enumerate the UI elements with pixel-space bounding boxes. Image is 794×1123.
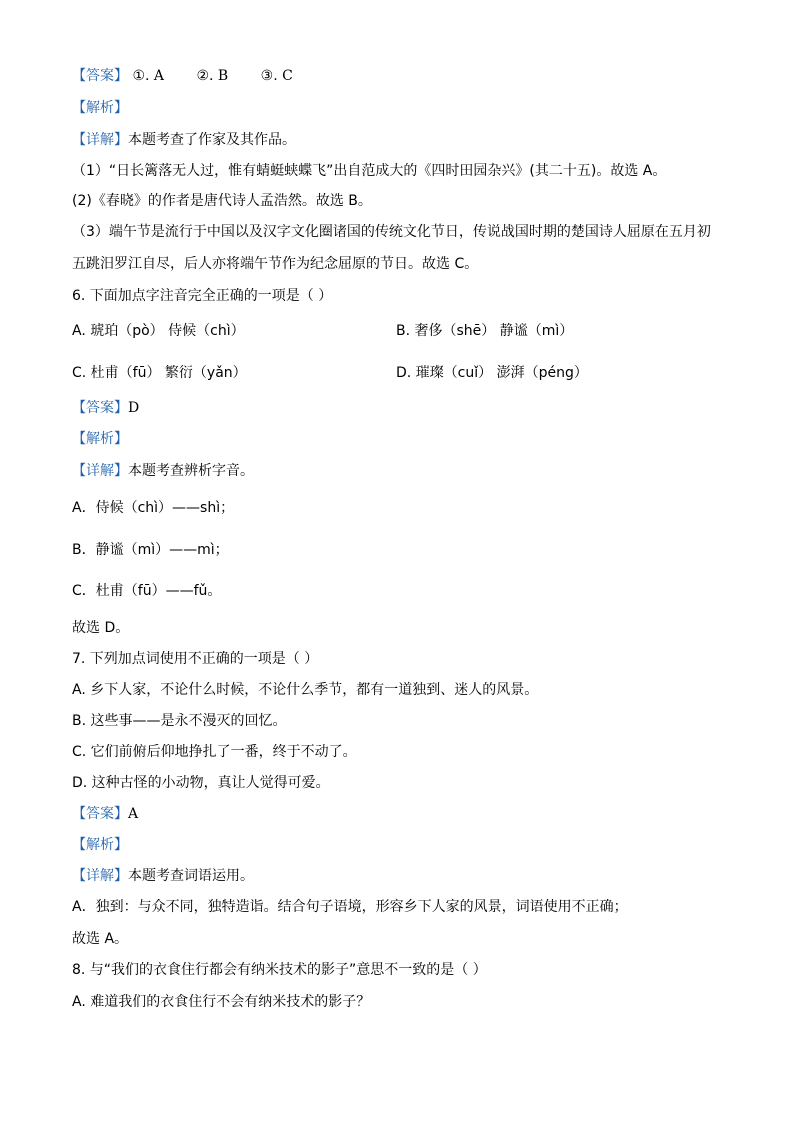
q8-option-a: A. 难道我们的衣食住行不会有纳米技术的影子？: [72, 994, 371, 1010]
q6-answer-line: [72, 398, 139, 418]
answer-tag: 【答案】: [72, 68, 128, 84]
q6-analysis-tag: 【解析】: [72, 431, 128, 447]
q6-line-3: C．杜甫（fū）——fǔ。: [72, 583, 222, 599]
q7-answer: A: [128, 806, 139, 822]
q6-answer: D: [128, 400, 140, 416]
q5-line-1: （1）“日长篱落无人过，惟有蜻蜓蛱蝶飞”出自范成大的《四时田园杂兴》(其二十五)。故选 A。: [72, 163, 667, 179]
q7-option-b: B. 这些事——是永不漫灭的回忆。: [72, 713, 287, 729]
q6-option-c: C. 杜甫（fū） 繁衍（yǎn）: [72, 365, 247, 381]
q7-stem: 7. 下列加点词使用不正确的一项是（ ）: [72, 651, 319, 667]
q5-answer-2: ②. B: [196, 68, 229, 84]
q5-answer-1: ①. A: [132, 68, 165, 84]
q6-line-1: A．侍候（chì）——shì；: [72, 500, 235, 516]
q8-stem: 8. 与“我们的衣食住行都会有纳米技术的影子”意思不一致的是（ ）: [72, 962, 487, 978]
q7-option-a: A. 乡下人家，不论什么时候，不论什么季节，都有一道独到、迷人的风景。: [72, 682, 539, 698]
q7-option-c: C. 它们前俯后仰地挣扎了一番，终于不动了。: [72, 744, 357, 760]
q6-detail-text: 本题考查辨析字音。: [128, 463, 254, 479]
q6-line-4: 故选 D。: [72, 620, 130, 636]
q7-detail-text: 本题考查词语运用。: [128, 868, 254, 884]
q5-line-3: （3）端午节是流行于中国以及汉字文化圈诸国的传统文化节日，传说战国时期的楚国诗人屈原在五月初: [72, 224, 711, 240]
q5-analysis-tag: 【解析】: [72, 100, 128, 116]
q5-line-4: 五跳汨罗江自尽，后人亦将端午节作为纪念屈原的节日。故选 C。: [72, 256, 479, 272]
q5-line-2: (2)《春晓》的作者是唐代诗人孟浩然。故选 B。: [72, 193, 372, 209]
detail-tag: 【详解】: [72, 463, 128, 479]
q6-stem: 6. 下面加点字注音完全正确的一项是（ ）: [72, 288, 333, 304]
q6-detail-line: [72, 461, 254, 481]
answer-tag: 【答案】: [72, 400, 128, 416]
q6-line-2: B．静谧（mì）——mì；: [72, 542, 229, 558]
detail-tag: 【详解】: [72, 132, 128, 148]
q7-detail-line: [72, 866, 254, 886]
answer-tag: 【答案】: [72, 806, 128, 822]
q7-line-2: 故选 A。: [72, 931, 129, 947]
detail-tag: 【详解】: [72, 868, 128, 884]
q5-detail-line: [72, 130, 296, 150]
q6-option-d: D. 璀璨（cuǐ） 澎湃（péng）: [396, 365, 588, 381]
q5-detail-text: 本题考查了作家及其作品。: [128, 132, 296, 148]
q7-answer-line: [72, 804, 138, 824]
q5-answer-line: [72, 66, 321, 86]
q7-analysis-tag: 【解析】: [72, 837, 128, 853]
q7-line-1: A．独到：与众不同，独特造诣。结合句子语境，形容乡下人家的风景，词语使用不正确；: [72, 899, 628, 915]
q7-option-d: D. 这种古怪的小动物，真让人觉得可爱。: [72, 775, 330, 791]
q6-option-b: B. 奢侈（shē） 静谧（mì）: [396, 323, 574, 339]
q6-option-a: A. 琥珀（pò） 侍候（chì）: [72, 323, 245, 339]
q5-answer-3: ③. C: [260, 68, 293, 84]
